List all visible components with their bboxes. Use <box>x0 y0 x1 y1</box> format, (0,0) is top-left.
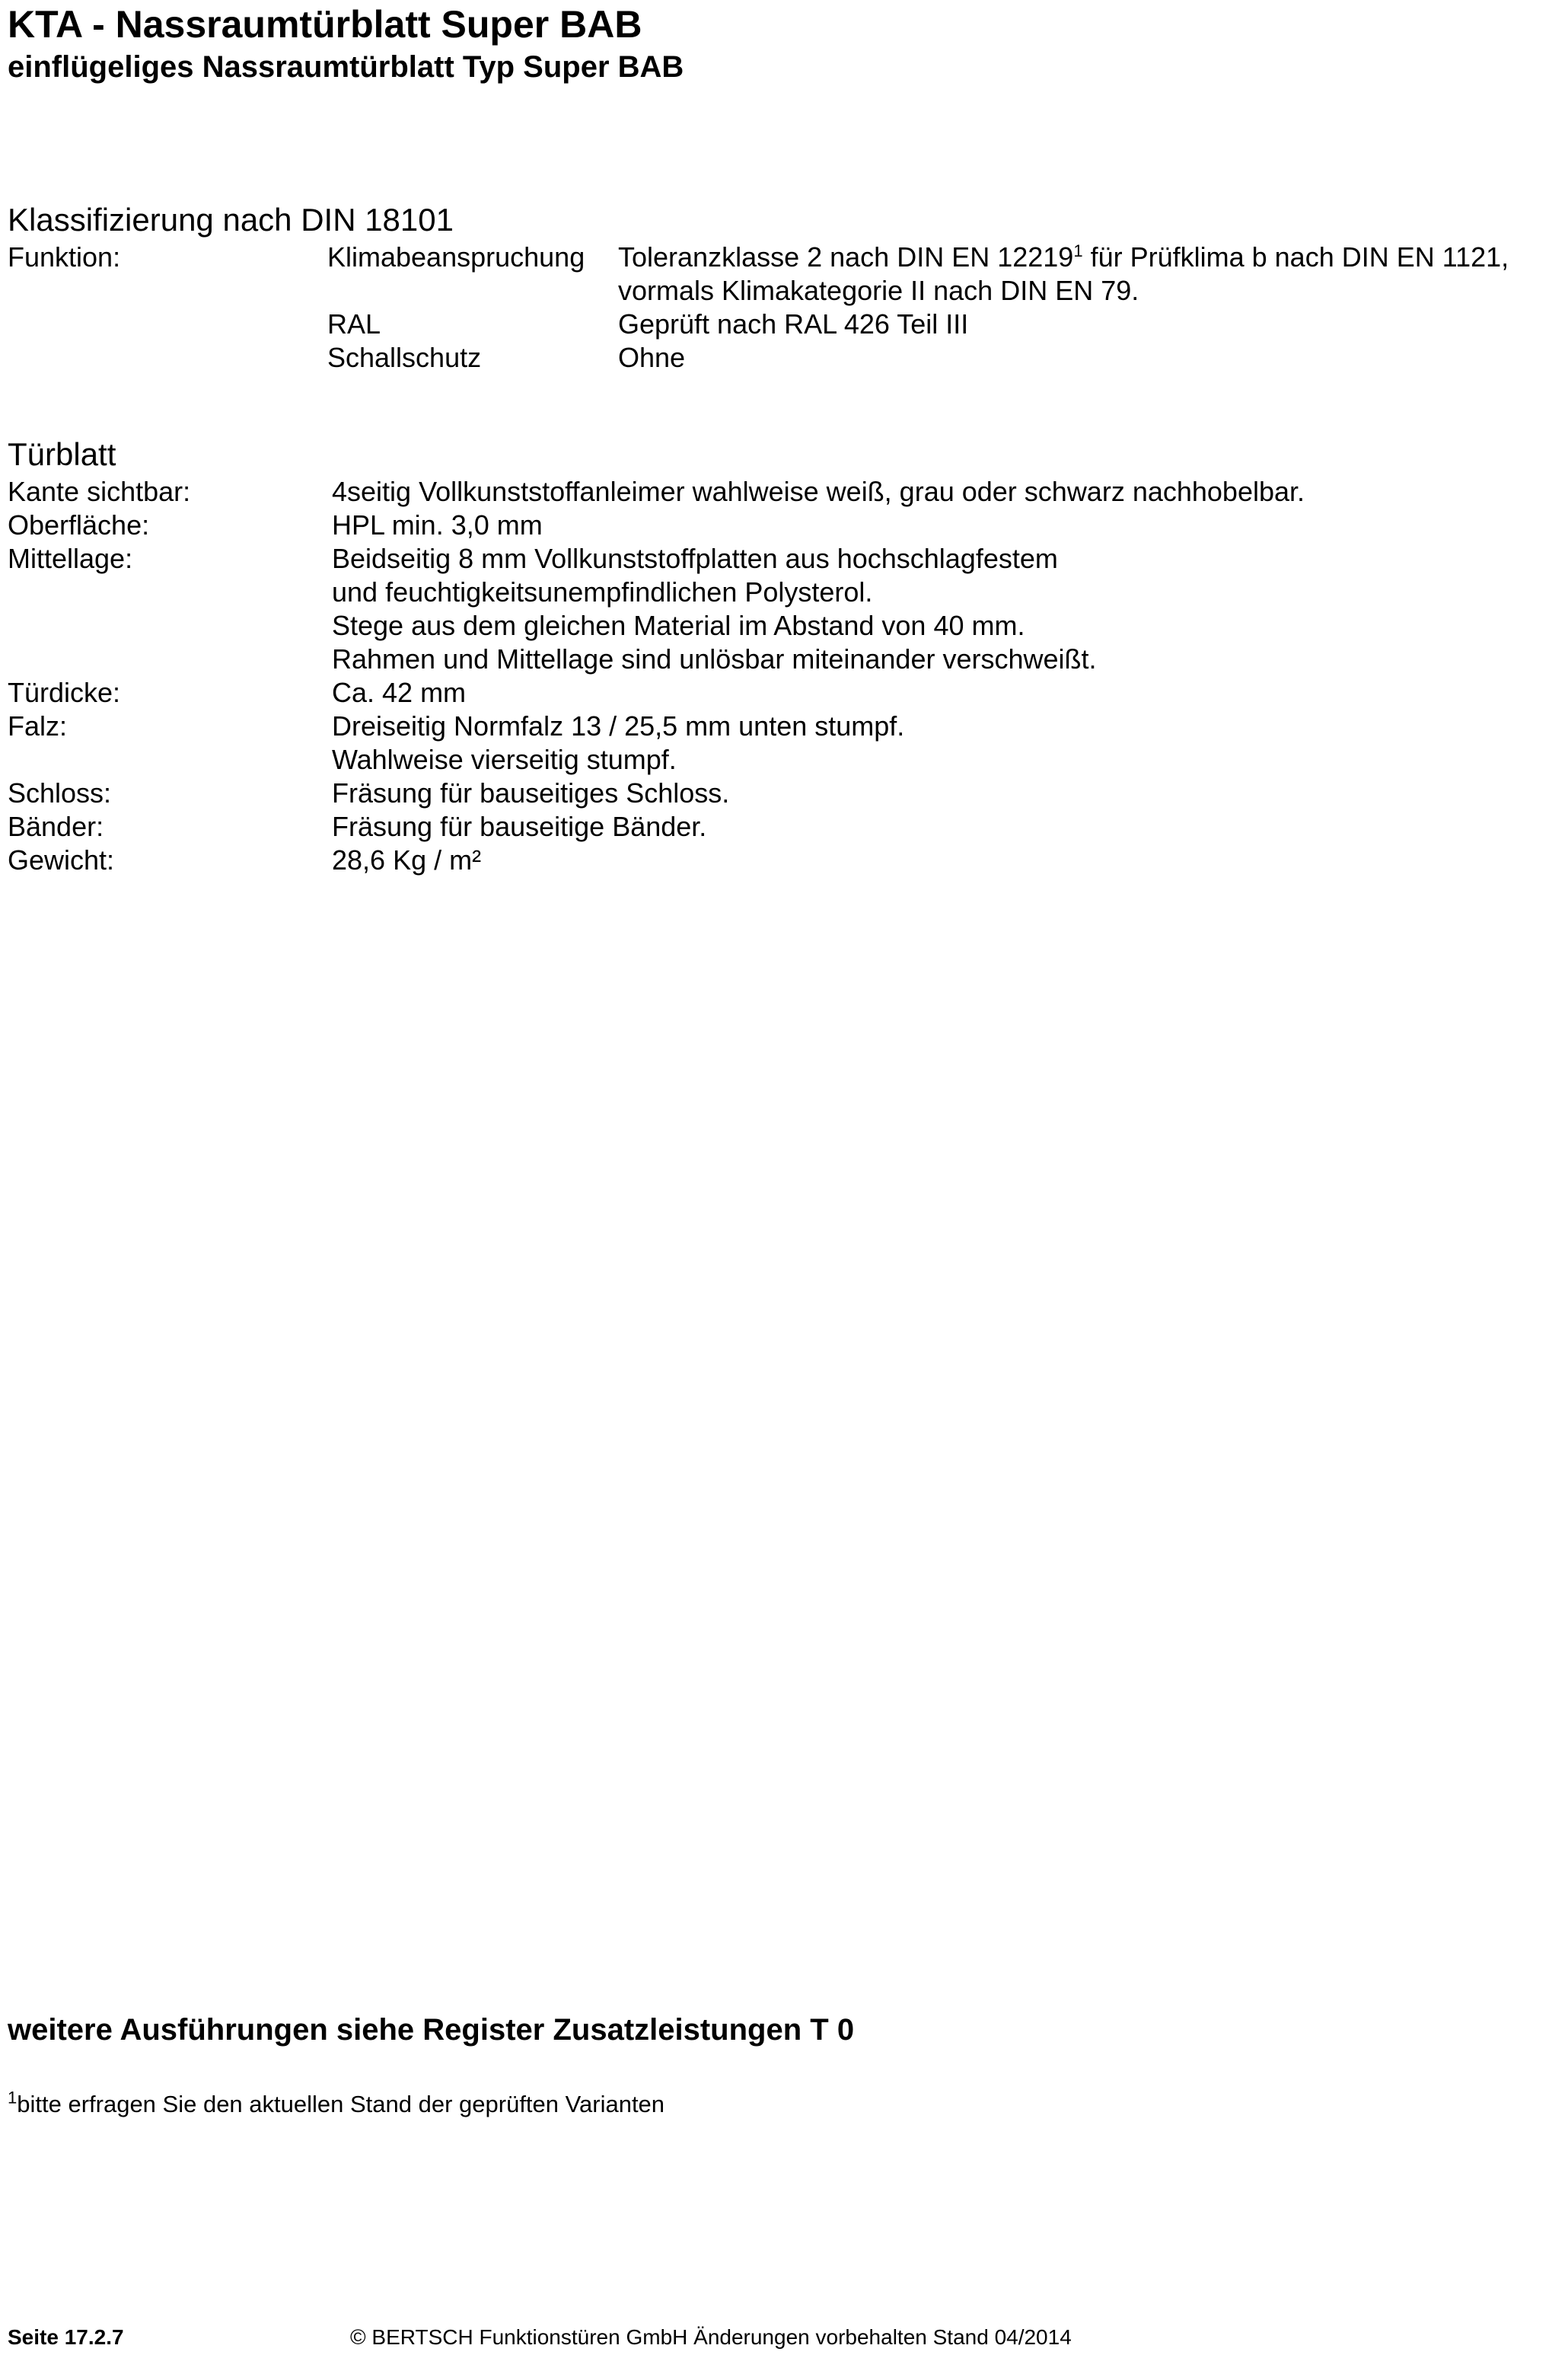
schallschutz-key: Schallschutz <box>327 342 482 373</box>
footnote-marker: 1 <box>1073 241 1083 260</box>
klima-value-line-2: vormals Klimakategorie II nach DIN EN 79. <box>618 275 1139 306</box>
ral-value: Geprüft nach RAL 426 Teil III <box>618 308 969 340</box>
label-baender: Bänder: <box>8 811 104 842</box>
funktion-label: Funktion: <box>8 241 121 273</box>
label-gewicht: Gewicht: <box>8 844 115 876</box>
label-tuerdicke: Türdicke: <box>8 677 121 708</box>
register-note: weitere Ausführungen siehe Register Zusatzleistungen T 0 <box>8 2013 855 2047</box>
section-heading-tuerblatt: Türblatt <box>8 436 116 472</box>
copyright: © BERTSCH Funktionstüren GmbH Änderungen vorbehalten Stand 04/2014 <box>350 2325 1072 2349</box>
footnote-marker-bottom: 1 <box>8 2088 18 2108</box>
document-subtitle: einflügeliges Nassraumtürblatt Typ Super BAB <box>8 50 684 84</box>
value-falz-1: Dreiseitig Normfalz 13 / 25,5 mm unten stumpf. <box>332 710 905 742</box>
value-mittellage-2: und feuchtigkeitsunempfindlichen Polysterol. <box>332 576 873 608</box>
footnote: $^1$bitte erfragen Sie den aktuellen Stand der geprüften Varianten <box>8 2088 665 2117</box>
schallschutz-value: Ohne <box>618 342 686 373</box>
klima-key: Klimabeanspruchung <box>327 241 585 273</box>
page-number: Seite 17.2.7 <box>8 2325 124 2349</box>
value-mittellage-3: Stege aus dem gleichen Material im Abstand von 40 mm. <box>332 610 1025 641</box>
value-baender: Fräsung für bauseitige Bänder. <box>332 811 707 842</box>
label-mittellage: Mittellage: <box>8 543 133 574</box>
document-title: KTA - Nassraumtürblatt Super BAB <box>8 3 642 46</box>
value-schloss: Fräsung für bauseitiges Schloss. <box>332 777 730 809</box>
value-falz-2: Wahlweise vierseitig stumpf. <box>332 744 677 775</box>
klima-value-line-1: Toleranzklasse 2 nach DIN EN 12219$^1$ für Prüfklima b nach DIN EN 1121, <box>618 241 1509 273</box>
label-kante: Kante sichtbar: <box>8 476 191 507</box>
label-falz: Falz: <box>8 710 68 742</box>
value-kante: 4seitig Vollkunststoffanleimer wahlweise weiß, grau oder schwarz nachhobelbar. <box>332 476 1305 507</box>
section-heading-klassifizierung: Klassifizierung nach DIN 18101 <box>8 202 454 238</box>
value-tuerdicke: Ca. 42 mm <box>332 677 467 708</box>
value-oberflaeche: HPL min. 3,0 mm <box>332 509 543 541</box>
value-gewicht: 28,6 Kg / m² <box>332 844 482 876</box>
value-mittellage-4: Rahmen und Mittellage sind unlösbar miteinander verschweißt. <box>332 643 1097 675</box>
ral-key: RAL <box>327 308 381 340</box>
value-mittellage-1: Beidseitig 8 mm Vollkunststoffplatten aus hochschlagfestem <box>332 543 1058 574</box>
label-oberflaeche: Oberfläche: <box>8 509 150 541</box>
label-schloss: Schloss: <box>8 777 112 809</box>
